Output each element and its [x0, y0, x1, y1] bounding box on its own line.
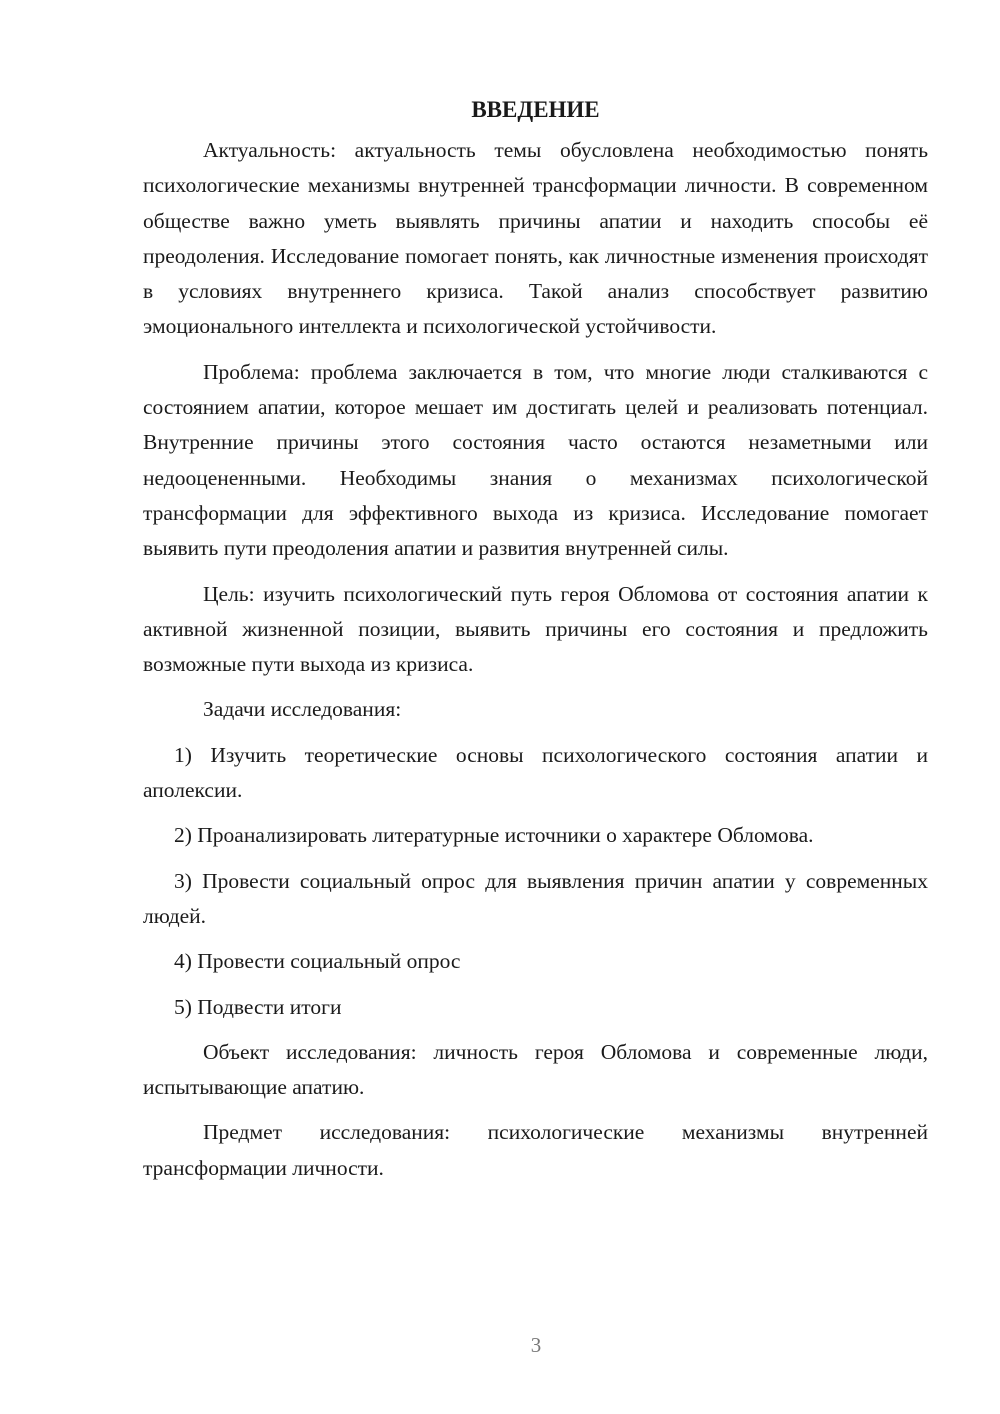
document-page — [143, 92, 928, 1196]
object-paragraph: Объект исследования: личность героя Обломова и современные люди, испытывающие апатию. — [143, 1039, 928, 1100]
page-title: ВВЕДЕНИЕ — [471, 97, 600, 122]
tasks-heading: Задачи исследования: — [203, 697, 402, 722]
page-number: 3 — [530, 1333, 542, 1357]
problem-paragraph: Проблема: проблема заключается в том, что многие люди сталкиваются с состоянием апатии, которое мешает им достигать целей и реализовать потенциал. Внутренние причины этого состояния часто остаются незаметными или недооцененными. Необходимы знания о механизмах психологической трансформации для эффективного выхода из кризиса. Исследование помогает выявить пути преодоления апатии и развития внутренней силы. — [143, 359, 928, 561]
task-item: 4) Провести социальный опрос — [174, 949, 461, 974]
relevance-paragraph: Актуальность: актуальность темы обусловлена необходимостью понять психологические механизмы внутренней трансформации личности. В современном обществе важно уметь выявлять причины апатии и находить способы её преодоления. Исследование помогает понять, как личностные изменения происходят в условиях внутреннего кризиса. Такой анализ способствует развитию эмоционального интеллекта и психологической устойчивости. — [143, 138, 928, 339]
goal-paragraph: Цель: изучить психологический путь героя Обломова от состояния апатии к активной жизненной позиции, выявить причины его состояния и предложить возможные пути выхода из кризиса. — [143, 581, 928, 677]
task-item: 2) Проанализировать литературные источники о характере Обломова. — [174, 823, 814, 848]
task-item: 5) Подвести итоги — [174, 994, 342, 1019]
task-item: 1) Изучить теоретические основы психологического состояния апатии и аполексии. — [143, 742, 928, 803]
task-item: 3) Провести социальный опрос для выявления причин апатии у современных людей. — [143, 868, 928, 928]
subject-paragraph: Предмет исследования: психологические механизмы внутренней трансформации личности. — [143, 1120, 928, 1180]
